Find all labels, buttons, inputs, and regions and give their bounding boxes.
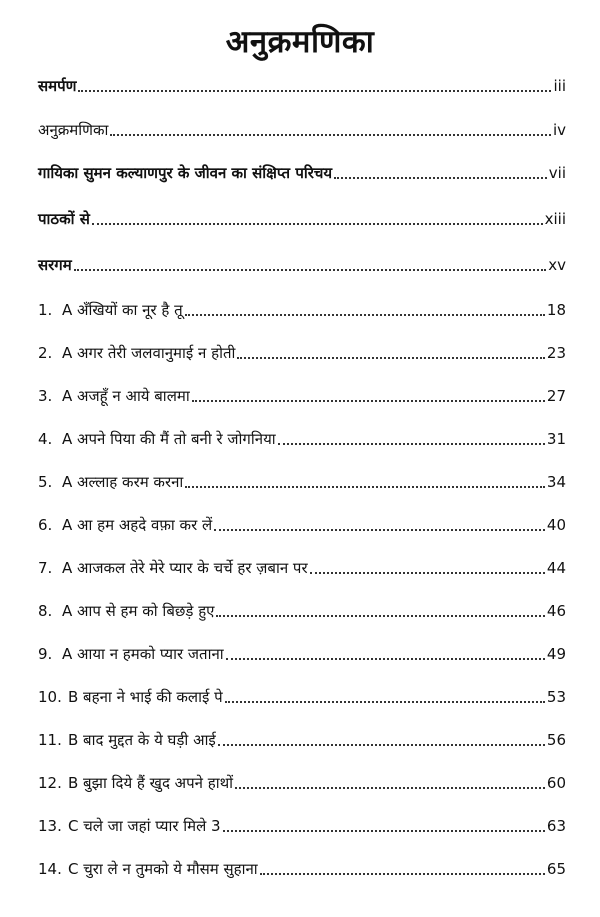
dot-leader — [214, 529, 545, 531]
toc-entry-sargam — [38, 249, 566, 275]
toc-page-number: 23 — [546, 344, 566, 362]
dot-leader — [185, 314, 545, 316]
toc-entry-song — [38, 337, 566, 363]
toc-entry-biography — [38, 157, 566, 183]
toc-page-number: 56 — [546, 731, 566, 749]
song-title: A अपने पिया की मैं तो बनी रे जोगनिया — [62, 430, 276, 448]
toc-page-number: 53 — [546, 688, 566, 706]
toc-page-number: iii — [553, 77, 566, 95]
toc-entry-song — [38, 380, 566, 406]
toc-page-number: 49 — [546, 645, 566, 663]
dot-leader — [216, 615, 544, 617]
toc-page-number: 65 — [546, 860, 566, 878]
toc-entry-song — [38, 767, 566, 793]
toc-entry-label — [38, 515, 212, 535]
toc-entry-song — [38, 466, 566, 492]
page-title: अनुक्रमणिका — [225, 24, 375, 60]
toc-entry-label: पाठकों से — [38, 210, 90, 228]
toc-entry-number: 3. — [38, 387, 53, 405]
toc-page-number: xiii — [544, 210, 566, 228]
toc-entry-song — [38, 552, 566, 578]
toc-page-number: xv — [548, 256, 566, 274]
dot-leader — [237, 357, 545, 359]
song-title: B बुझा दिये हैं खुद अपने हाथों — [68, 774, 234, 792]
toc-entry-label — [38, 730, 216, 750]
song-title: A आजकल तेरे मेरे प्यार के चर्चे हर ज़बान पर — [62, 559, 308, 577]
toc-page-number: 60 — [546, 774, 566, 792]
toc-entry-index — [38, 114, 566, 140]
toc-entry-number: 2. — [38, 344, 53, 362]
toc-entry-number: 7. — [38, 559, 53, 577]
toc-entry-label: समर्पण — [38, 77, 77, 95]
toc-page-number: iv — [552, 121, 566, 139]
song-title: A अजहूँ न आये बालमा — [62, 387, 190, 405]
toc-entry-number: 5. — [38, 473, 53, 491]
toc-entry-number: 8. — [38, 602, 53, 620]
toc-entry-number: 12. — [38, 774, 62, 792]
song-title: A आ हम अहदे वफ़ा कर लें — [62, 516, 213, 534]
toc-page-number: 46 — [546, 602, 566, 620]
dot-leader — [223, 830, 545, 832]
dot-leader — [310, 572, 545, 574]
dot-leader — [226, 658, 545, 660]
toc-entry-number: 14. — [38, 860, 62, 878]
toc-entry-label: अनुक्रमणिका — [38, 121, 109, 139]
dot-leader — [334, 177, 547, 179]
dot-leader — [74, 269, 547, 271]
toc-entry-song — [38, 423, 566, 449]
toc-entry-song — [38, 681, 566, 707]
song-title: B बाद मुद्दत के ये घड़ी आई — [68, 731, 216, 749]
toc-entry-number: 13. — [38, 817, 62, 835]
toc-entry-song — [38, 724, 566, 750]
toc-page-number: 44 — [546, 559, 566, 577]
toc-entry-song — [38, 509, 566, 535]
toc-entry-label — [38, 343, 235, 363]
toc-entry-label — [38, 773, 233, 793]
toc-entry-label — [38, 601, 214, 621]
toc-entry-label — [38, 687, 223, 707]
song-title: A आप से हम को बिछड़े हुए — [62, 602, 215, 620]
dot-leader — [92, 223, 543, 225]
song-title: A अगर तेरी जलवानुमाई न होती — [62, 344, 236, 362]
dot-leader — [110, 134, 551, 136]
toc-entry-label — [38, 300, 183, 320]
toc-entry-dedication — [38, 70, 566, 96]
toc-entry-song — [38, 595, 566, 621]
toc-page-number: 31 — [546, 430, 566, 448]
dot-leader — [192, 400, 545, 402]
toc-page-number: 63 — [546, 817, 566, 835]
dot-leader — [260, 873, 545, 875]
toc-page-number: 27 — [546, 387, 566, 405]
toc-entry-number: 9. — [38, 645, 53, 663]
toc-entry-song — [38, 638, 566, 664]
dot-leader — [278, 443, 545, 445]
toc-entry-label — [38, 816, 221, 836]
toc-entry-label — [38, 859, 258, 879]
dot-leader — [225, 701, 545, 703]
toc-entry-label: सरगम — [38, 256, 72, 274]
song-title: B बहना ने भाई की कलाई पे — [68, 688, 223, 706]
song-title: A अल्लाह करम करना — [62, 473, 184, 491]
toc-entry-label — [38, 472, 183, 492]
dot-leader — [235, 787, 545, 789]
toc-page-number: 34 — [546, 473, 566, 491]
toc-entry-song — [38, 810, 566, 836]
toc-entry-song — [38, 294, 566, 320]
toc-entry-label — [38, 386, 190, 406]
dot-leader — [78, 90, 551, 92]
song-title: C चले जा जहां प्यार मिले 3 — [68, 817, 221, 835]
toc-entry-number: 4. — [38, 430, 53, 448]
toc-entry-number: 11. — [38, 731, 62, 749]
toc-entry-number: 6. — [38, 516, 53, 534]
toc-entry-number: 1. — [38, 301, 53, 319]
toc-page-number: vii — [548, 164, 566, 182]
toc-entry-number: 10. — [38, 688, 62, 706]
toc-entry-song — [38, 853, 566, 879]
song-title: A अँखियों का नूर है तू — [62, 301, 183, 319]
dot-leader — [185, 486, 545, 488]
dot-leader — [218, 744, 545, 746]
toc-entry-to-readers — [38, 203, 566, 229]
song-title: A आया न हमको प्यार जताना — [62, 645, 224, 663]
toc-page-number: 18 — [546, 301, 566, 319]
toc-entry-label — [38, 644, 224, 664]
toc-entry-label: गायिका सुमन कल्याणपुर के जीवन का संक्षिप्त परिचय — [38, 164, 333, 182]
song-title: C चुरा ले न तुमको ये मौसम सुहाना — [68, 860, 258, 878]
toc-entry-label — [38, 429, 276, 449]
toc-page-number: 40 — [546, 516, 566, 534]
toc-entry-label — [38, 558, 308, 578]
